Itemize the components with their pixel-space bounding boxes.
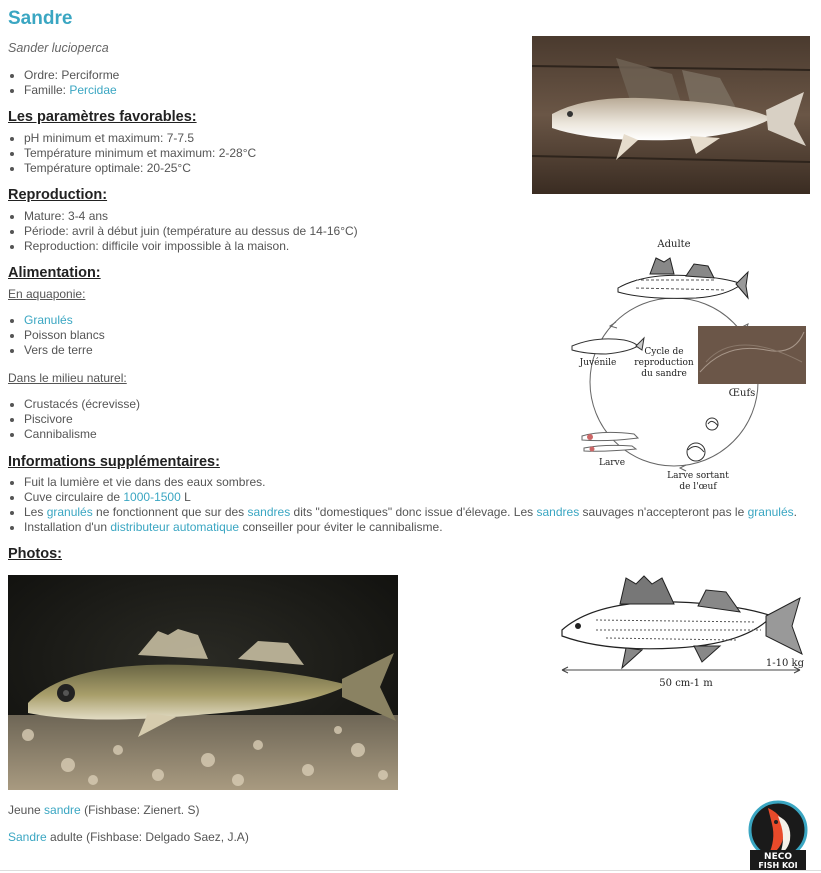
adult-fish-drawing bbox=[618, 258, 748, 298]
text: conseiller pour éviter le cannibalisme. bbox=[239, 520, 443, 534]
list-item: • Cannibalisme bbox=[24, 427, 140, 442]
list-item: • Piscivore bbox=[24, 412, 140, 427]
juvenile-fish-drawing bbox=[572, 338, 644, 354]
text: Les bbox=[24, 505, 47, 519]
cuve-link[interactable]: 1000-1500 bbox=[123, 490, 181, 504]
list-item: • Température minimum et maximum: 2-28°C bbox=[24, 146, 256, 161]
taxonomy-value: Perciforme bbox=[61, 68, 120, 82]
list-item bbox=[24, 520, 797, 535]
logo-line2: FISH KOI bbox=[758, 861, 798, 870]
text: Jeune bbox=[8, 803, 45, 817]
list-item bbox=[24, 505, 797, 520]
logo-line1: NECO bbox=[764, 852, 792, 862]
young-zander-photo bbox=[8, 575, 398, 790]
granules-link[interactable]: Granulés bbox=[24, 313, 73, 327]
hatching-larva-drawing bbox=[687, 418, 718, 461]
sandres-link[interactable]: sandres bbox=[247, 505, 291, 519]
granules-link[interactable]: granulés bbox=[46, 505, 93, 519]
list-item: • Période: avril à début juin (température au dessus de 14-16°C) bbox=[24, 224, 358, 239]
cycle-larva-hatch-line1: Larve sortant bbox=[667, 471, 729, 481]
adult-zander-photo bbox=[532, 36, 810, 194]
list-item: • Crustacés (écrevisse) bbox=[24, 397, 140, 412]
cycle-adult-label: Adulte bbox=[657, 239, 691, 250]
cycle-center-line2: reproduction bbox=[634, 358, 694, 368]
reproduction-cycle-diagram bbox=[566, 232, 812, 494]
distributeur-link[interactable]: distributeur automatique bbox=[110, 520, 240, 534]
cycle-center-line3: du sandre bbox=[641, 369, 687, 379]
list-item: • Mature: 3-4 ans bbox=[24, 209, 358, 224]
section-heading-alimentation: Alimentation: bbox=[8, 265, 101, 281]
sandre-link[interactable]: sandre bbox=[44, 803, 81, 817]
text: L bbox=[180, 490, 191, 504]
list-item: • Température optimale: 20-25°C bbox=[24, 161, 256, 176]
section-heading-photos: Photos: bbox=[8, 546, 62, 562]
text: Installation d'un bbox=[24, 520, 111, 534]
list-item bbox=[24, 313, 105, 328]
text: (Fishbase: Zienert. S) bbox=[80, 803, 200, 817]
section-heading-parametres: Les paramètres favorables: bbox=[8, 109, 197, 125]
list-item bbox=[24, 68, 119, 83]
cycle-center-line1: Cycle de bbox=[644, 347, 684, 357]
caption-young-sandre bbox=[8, 803, 199, 817]
size-length-label: 50 cm-1 m bbox=[659, 678, 713, 689]
neco-fish-koi-logo[interactable] bbox=[746, 800, 810, 870]
larva-drawing bbox=[582, 432, 638, 451]
taxonomy-list bbox=[8, 68, 119, 98]
naturel-list bbox=[8, 397, 140, 442]
sandre-link[interactable]: Sandre bbox=[8, 830, 47, 844]
text: adulte (Fishbase: Delgado Saez, J.A) bbox=[46, 830, 249, 844]
family-link[interactable]: Percidae bbox=[69, 83, 117, 97]
text: ne fonctionnent que sur des bbox=[92, 505, 248, 519]
granules-link[interactable]: granulés bbox=[747, 505, 794, 519]
bottom-divider bbox=[0, 870, 821, 871]
text: dits "domestiques" donc issue d'élevage. Les bbox=[290, 505, 537, 519]
list-item: • Poisson blancs bbox=[24, 328, 105, 343]
scientific-name: Sander lucioperca bbox=[8, 41, 109, 55]
reproduction-list bbox=[8, 209, 358, 254]
cycle-larva-hatch-line2: de l'œuf bbox=[679, 482, 717, 492]
aquaponie-list bbox=[8, 313, 105, 358]
taxonomy-label: Ordre: bbox=[24, 68, 62, 82]
section-heading-reproduction: Reproduction: bbox=[8, 187, 108, 203]
size-fish-drawing bbox=[562, 576, 802, 668]
cycle-eggs-label: Œufs bbox=[728, 388, 756, 399]
list-item: • pH minimum et maximum: 7-7.5 bbox=[24, 131, 256, 146]
list-item: • Vers de terre bbox=[24, 343, 105, 358]
cycle-juvenile-label: Juvénile bbox=[579, 358, 617, 368]
list-item bbox=[24, 83, 119, 98]
naturel-label: Dans le milieu naturel: bbox=[8, 371, 127, 385]
text: Cuve circulaire de bbox=[24, 490, 124, 504]
caption-adult-sandre bbox=[8, 830, 249, 844]
sandres-link[interactable]: sandres bbox=[536, 505, 580, 519]
list-item: • Reproduction: difficile voir impossible à la maison. bbox=[24, 239, 358, 254]
list-item: • Fuit la lumière et vie dans des eaux sombres. bbox=[24, 475, 797, 490]
text: sauvages n'accepteront pas le bbox=[579, 505, 748, 519]
parametres-list bbox=[8, 131, 256, 176]
section-heading-infos: Informations supplémentaires: bbox=[8, 454, 220, 470]
cycle-larva-label: Larve bbox=[598, 458, 626, 468]
taxonomy-label: Famille: bbox=[24, 83, 70, 97]
page-title: Sandre bbox=[8, 8, 73, 29]
aquaponie-label: En aquaponie: bbox=[8, 287, 86, 301]
size-diagram bbox=[556, 570, 806, 695]
size-weight-label: 1-10 kg bbox=[765, 658, 804, 669]
text: . bbox=[793, 505, 797, 519]
